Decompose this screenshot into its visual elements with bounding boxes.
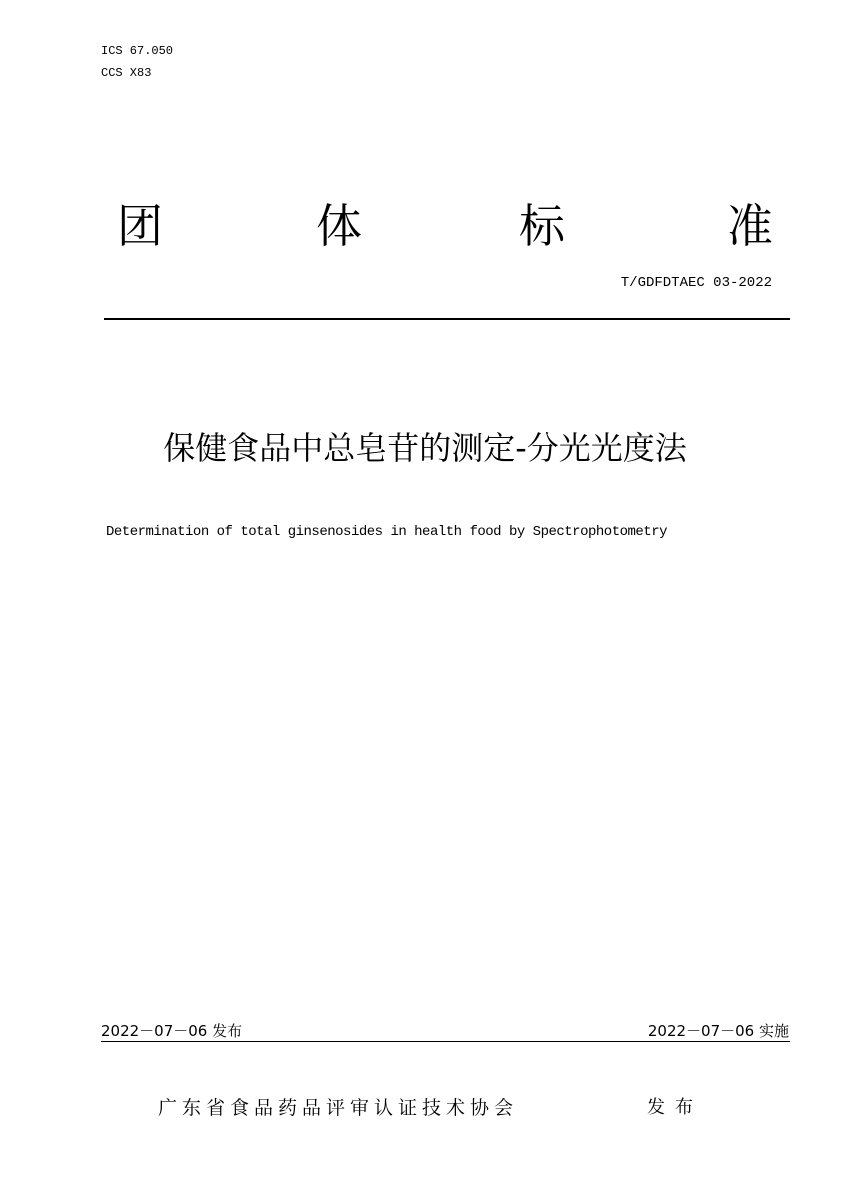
standard-type-char-3: 标 bbox=[519, 199, 565, 253]
ccs-code: CCS X83 bbox=[101, 66, 152, 80]
footer-divider bbox=[101, 1041, 790, 1042]
ics-code: ICS 67.050 bbox=[101, 44, 174, 58]
implementation-date: 2022－07－06 实施 bbox=[647, 1022, 789, 1040]
standard-type-char-1: 团 bbox=[117, 199, 163, 253]
header-divider bbox=[104, 318, 790, 320]
standard-type-char-4: 准 bbox=[727, 199, 773, 253]
standard-number: T/GDFDTAEC 03-2022 bbox=[620, 275, 772, 291]
document-title-chinese: 保健食品中总皂苷的测定-分光光度法 bbox=[163, 429, 687, 467]
document-title-english: Determination of total ginsenosides in health food by Spectrophotometry bbox=[106, 524, 667, 540]
standard-type-char-2: 体 bbox=[316, 199, 362, 253]
publisher-name: 广东省食品药品评审认证技术协会 bbox=[158, 1097, 519, 1119]
issue-date: 2022－07－06 发布 bbox=[101, 1022, 243, 1040]
publish-label: 发布 bbox=[647, 1097, 703, 1118]
